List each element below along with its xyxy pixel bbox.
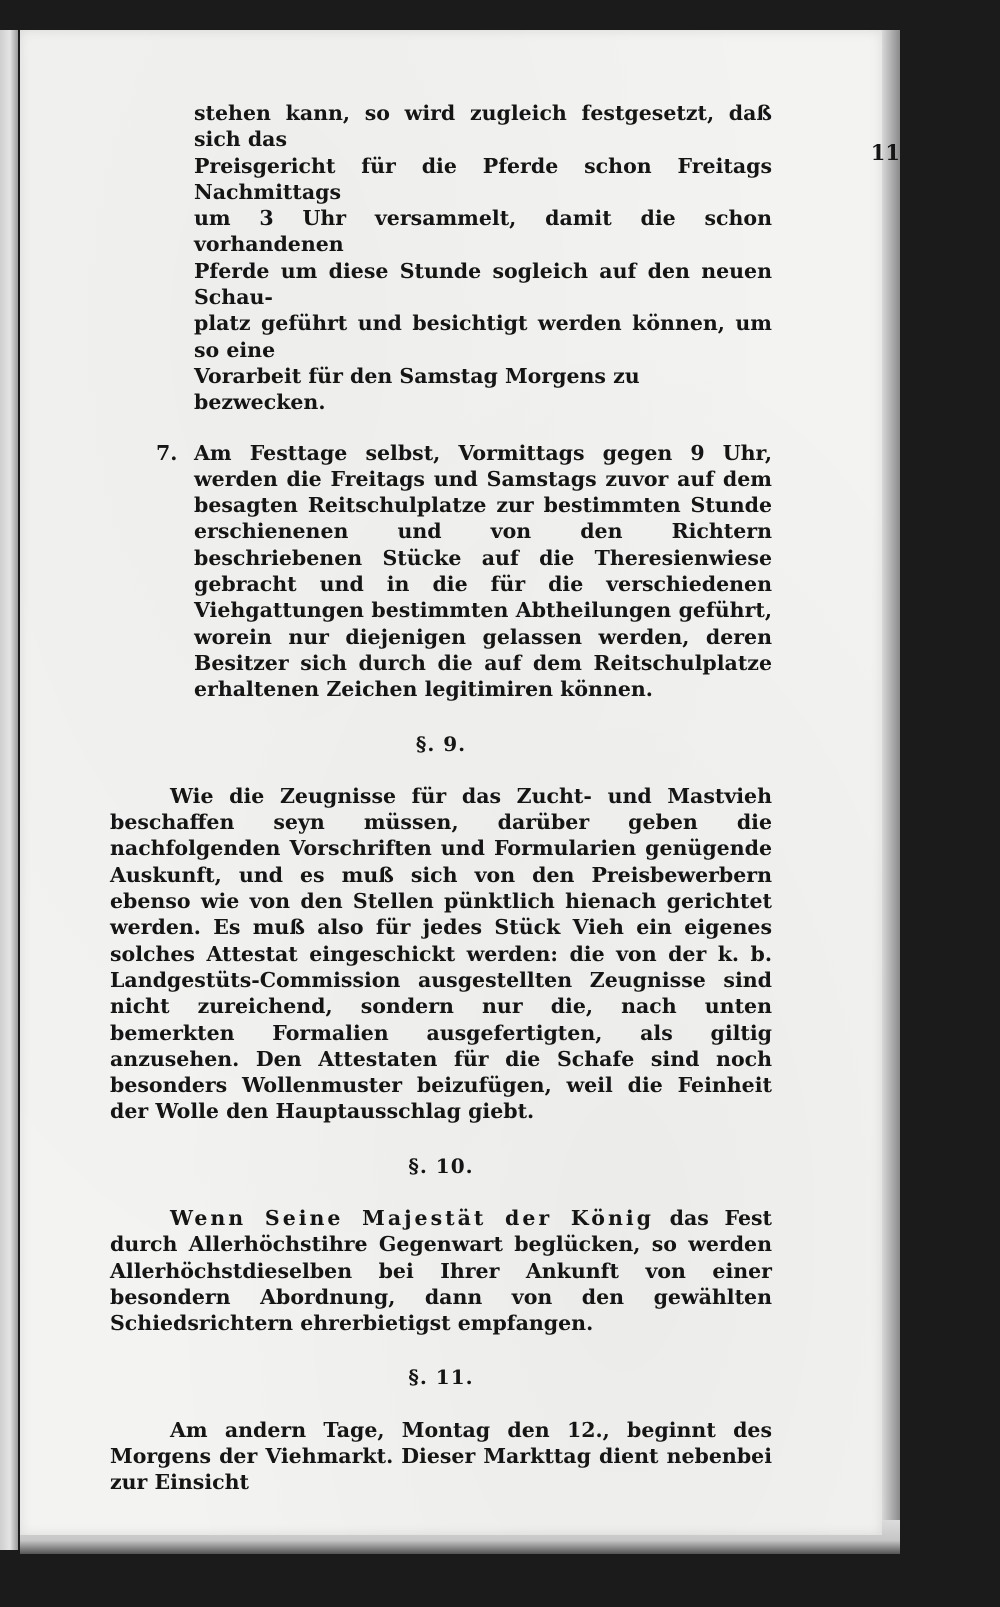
page-body <box>110 100 772 1496</box>
section-heading-10: §. 10. <box>408 1153 474 1178</box>
section-10-paragraph <box>110 1205 772 1336</box>
section-9-paragraph: Wie die Zeugnisse für das Zucht- und Mastvieh beschaffen seyn müssen, darüber geben die nachfolgenden Vorschriften und Formularien genügende Auskunft, und es muß sich von den Preisbewerbern ebenso wie von den Stellen pünktlich hienach gerichtet werden. Es muß also für jedes Stück Vieh ein eigenes solches Attestat eingeschickt werden: die von der k. b. Landgestüts-Commission ausgestellten Zeugnisse sind nicht zureichend, sondern nur die, nach unten bemerkten Formalien ausgefertigten, als giltig anzusehen. Den Attestaten für die Schafe sind noch besonders Wollenmuster beizufügen, weil die Feinheit der Wolle den Hauptausschlag giebt. <box>110 783 772 1124</box>
section-10-text: das Fest durch Allerhöchstihre Gegenwart beglücken, so werden Allerhöchstdieselben bei Ihrer Ankunft von einer besondern Abordnung, dann von den gewählten Schiedsrichtern ehrerbietigst empfangen. <box>110 1205 773 1336</box>
section-heading-11: §. 11. <box>408 1365 474 1390</box>
previous-page-edge <box>0 30 18 1550</box>
continuation-line: Vorarbeit für den Samstag Morgens zu bezwecken. <box>194 363 640 415</box>
page-number: 11 <box>870 140 900 165</box>
continuation-line: um 3 Uhr versammelt, damit die schon vorhandenen <box>194 206 772 257</box>
continuation-paragraph <box>110 100 772 416</box>
section-11-paragraph: Am andern Tage, Montag den 12., beginnt des Morgens der Viehmarkt. Dieser Markttag dient nebenbei zur Einsicht <box>110 1417 772 1495</box>
continuation-line: Preisgericht für die Pferde schon Freitags Nachmittags <box>194 153 772 204</box>
continuation-line: stehen kann, so wird zugleich festgesetzt, daß sich das <box>194 101 772 152</box>
emphasized-lead: Wenn Seine Majestät der König <box>170 1205 654 1230</box>
continuation-line: platz geführt und besichtigt werden können, um so eine <box>194 311 772 362</box>
list-item-text: Am Festtage selbst, Vormittags gegen 9 Uhr, werden die Freitags und Samstags zuvor auf dem besagten Reitschulplatze zur bestimmten Stunde erschienenen und von den Richtern beschriebenen Stücke auf die Theresienwiese gebracht und in die für die verschiedenen Viehgattungen bestimmten Abtheilungen geführt, worein nur diejenigen gelassen werden, deren Besitzer sich durch die auf dem Reitschulplatze erhaltenen Zeichen legitimiren können. <box>194 440 772 702</box>
list-item-number: 7. <box>156 440 178 465</box>
section-heading-9: §. 9. <box>415 731 467 756</box>
continuation-line: Pferde um diese Stunde sogleich auf den neuen Schau- <box>194 258 772 310</box>
list-item-7 <box>110 440 772 703</box>
